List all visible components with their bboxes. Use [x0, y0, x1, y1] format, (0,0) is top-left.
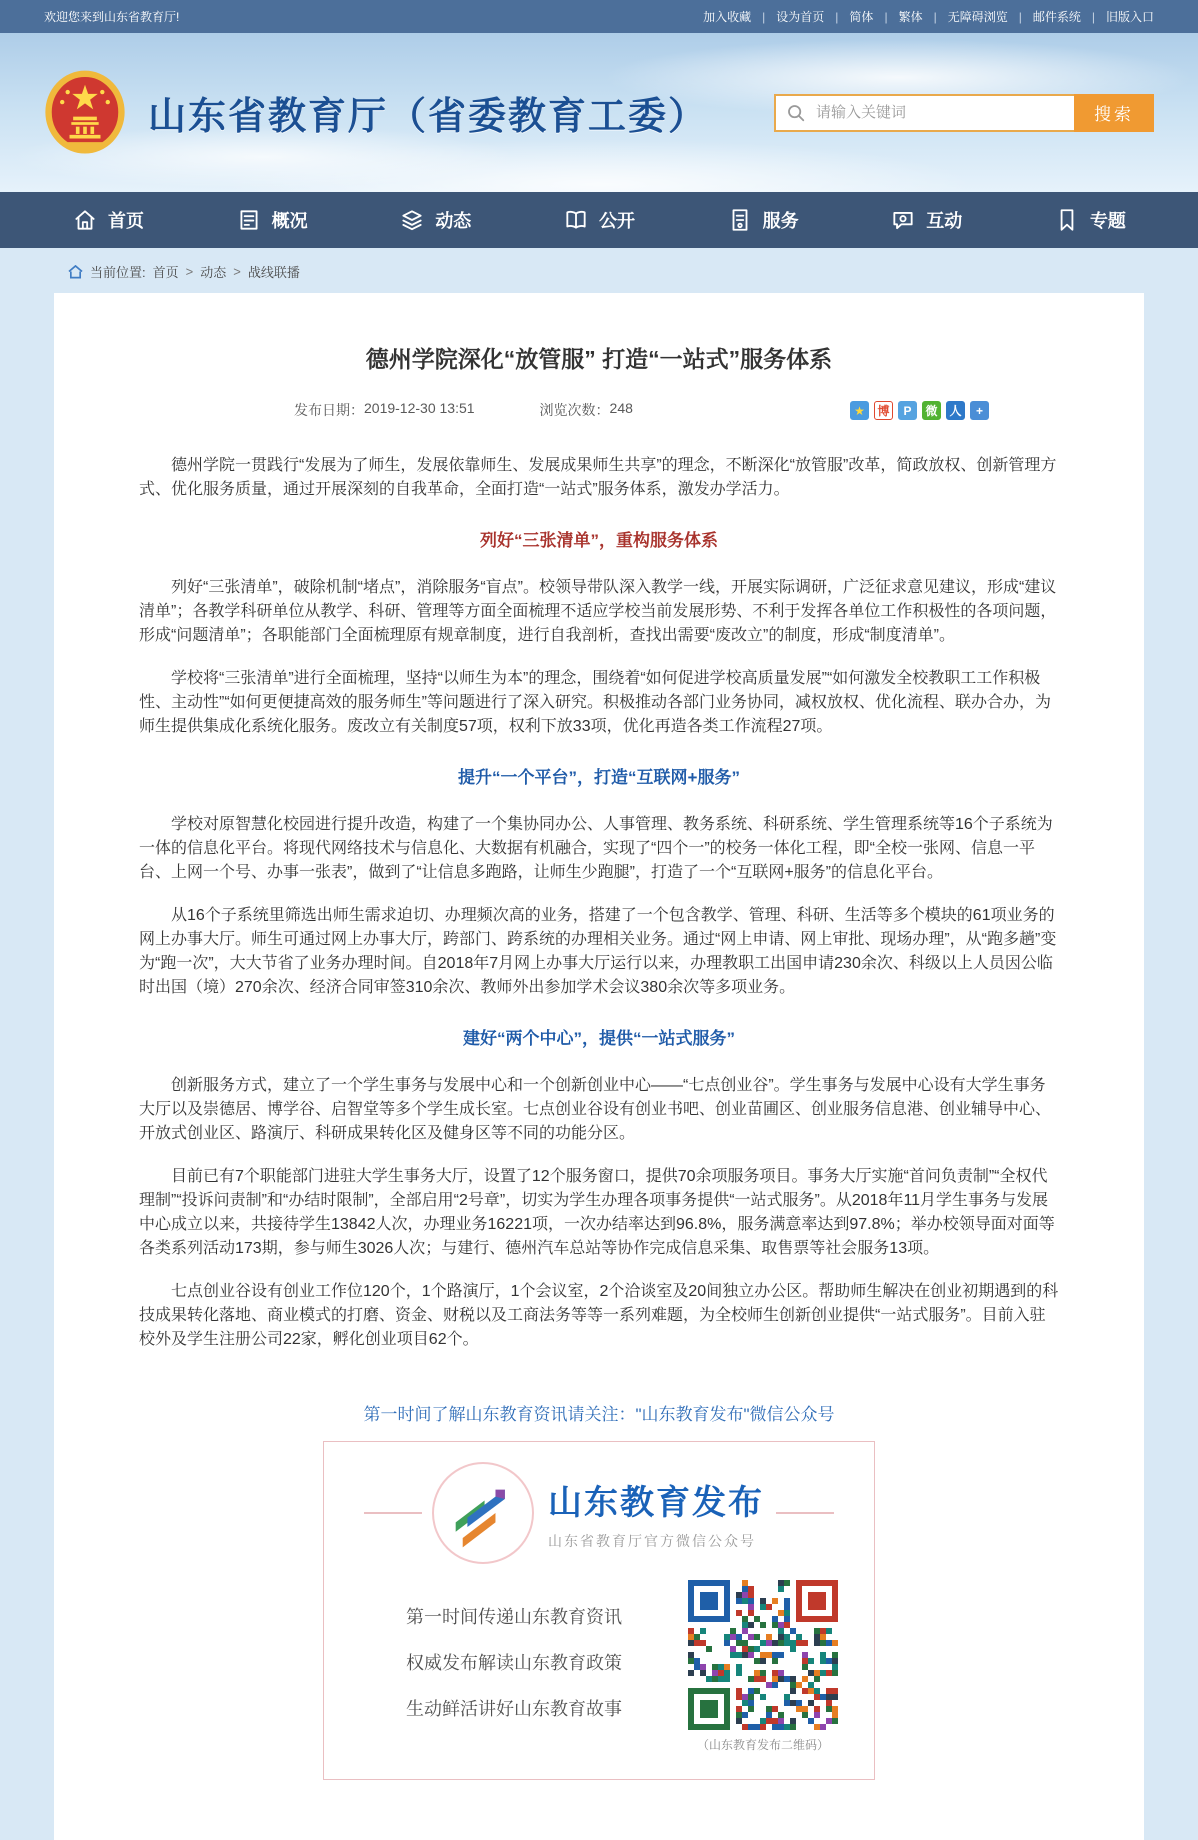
main-nav [0, 192, 1198, 248]
nav-item-label: 互动 [926, 211, 963, 231]
nav-item-open[interactable] [563, 207, 635, 233]
breadcrumb-items [153, 262, 300, 281]
search-input[interactable] [814, 103, 1064, 122]
article-title: 德州学院深化“放管服” 打造“一站式”服务体系 [365, 346, 833, 372]
breadcrumb-separator: > [233, 264, 241, 279]
banner-slogan-line: 生动鲜活讲好山东教育故事 [406, 1699, 622, 1719]
topbar-link-2[interactable]: 简体 | [849, 8, 898, 25]
weibo-icon[interactable]: 博 [874, 401, 893, 420]
article-paragraph: 从16个子系统里筛选出师生需求迫切、办理频次高的业务，搭建了一个包含教学、管理、科研、生活等多个模块的61项业务的网上办事大厅。师生可通过网上办事大厅，跨部门、跨系统的办理相关业务。通过“网上申请、网上审批、现场办理”，从“跑多趟”变为“跑一次”，大大节省了业务办理时间。自2018年7月网上办事大厅运行以来，办理教职工出国申请230余次、科级以上人员因公临时出国（境）270余次、经济合同审签310余次、教师外出参加学术会议380余次等多项业务。 [139, 907, 1057, 996]
nav-item-label: 动态 [435, 211, 472, 231]
nav-item-topic[interactable] [1054, 207, 1126, 233]
section-heading: 列好“三张清单”，重构服务体系 [480, 531, 718, 550]
wechat-banner [323, 1441, 875, 1780]
wechat-icon[interactable]: 微 [922, 401, 941, 420]
breadcrumb-separator: > [185, 264, 194, 279]
nav-item-interact[interactable] [890, 207, 962, 233]
qzone-icon[interactable]: ★ [850, 401, 869, 420]
page-background [0, 248, 1198, 1840]
section-heading: 建好“两个中心”，提供“一站式服务” [463, 1029, 735, 1048]
national-emblem-logo [44, 69, 126, 157]
topbar-link-0[interactable]: 加入收藏 | [703, 8, 776, 25]
banner-slogans [350, 1594, 678, 1732]
nav-item-overview[interactable] [236, 207, 308, 233]
topbar-link-6[interactable]: 旧版入口 [1105, 10, 1154, 24]
qr-area [678, 1580, 848, 1753]
qr-code [688, 1580, 838, 1730]
topbar-links [703, 8, 1154, 25]
article-paragraph: 德州学院一贯践行“发展为了师生，发展依靠师生、发展成果师生共享”的理念，不断深化“放管服”改革，简政放权、创新管理方式、优化服务质量，通过开展深刻的自我革命，全面打造“一站式”服务体系，激发办学活力。 [139, 457, 1057, 498]
welcome-text: 欢迎您来到山东省教育厅! [44, 10, 180, 24]
views-label: 浏览次数： [539, 402, 610, 418]
banner-body [350, 1580, 848, 1753]
topbar-link-5[interactable]: 邮件系统 | [1033, 8, 1106, 25]
section-heading: 提升“一个平台”，打造“互联网+服务” [458, 768, 740, 787]
banner-slogan-line: 权威发布解读山东教育政策 [406, 1653, 622, 1673]
topbar-link-4[interactable]: 无障碍浏览 | [948, 8, 1033, 25]
nav-item-label: 首页 [108, 211, 144, 231]
renren-icon[interactable]: 人 [946, 401, 965, 420]
banner-deco-line-right [776, 1512, 834, 1514]
qr-caption: （山东教育发布二维码） [696, 1738, 829, 1752]
publish-date-value: 2019-12-30 13:51 [364, 400, 475, 416]
nav-item-home[interactable] [72, 207, 144, 233]
service-doc-icon [727, 207, 753, 233]
banner-subtitle: 山东省教育厅官方微信公众号 [548, 1533, 756, 1549]
article-meta [139, 400, 1059, 420]
pengyou-icon[interactable]: P [898, 401, 917, 420]
search-bar [774, 94, 1154, 132]
article-body [139, 454, 1059, 1352]
nav-item-service[interactable] [727, 207, 799, 233]
search-button[interactable]: 搜索 [1074, 94, 1154, 132]
publish-date-label: 发布日期： [294, 402, 364, 418]
article-panel [54, 293, 1144, 1840]
breadcrumb [0, 248, 1198, 293]
views-value: 248 [609, 400, 633, 416]
breadcrumb-item-2[interactable]: 战线联播 [247, 265, 300, 280]
article-paragraph: 创新服务方式，建立了一个学生事务与发展中心和一个创新创业中心——“七点创业谷”。学生事务与发展中心设有大学生事务大厅以及崇德居、博学谷、启智堂等多个学生成长室。七点创业谷设有创业书吧、创业苗圃区、创业服务信息港、创业辅导中心、开放式创业区、路演厅、科研成果转化区及健身区等不同的功能分区。 [139, 1077, 1052, 1142]
article-paragraph: 学校对原智慧化校园进行提升改造，构建了一个集协同办公、人事管理、教务系统、科研系统、学生管理系统等16个子系统为一体的信息化平台。将现代网络技术与信息化、大数据有机融合，实现了“四个一”的校务一体化工程，即“全校一张网、信息一平台、上网一个号、办事一张表”，做到了“让信息多跑路，让师生少跑腿”，打造了一个“互联网+服务”的信息化平台。 [139, 816, 1053, 881]
open-book-icon [563, 207, 589, 233]
banner-header [350, 1462, 848, 1564]
nav-item-label: 专题 [1089, 211, 1126, 231]
article-paragraph: 目前已有7个职能部门进驻大学生事务大厅，设置了12个服务窗口，提供70余项服务项目。事务大厅实施“首问负责制”“全权代理制”“投诉问责制”和“办结时限制”，全部启用“2号章”，切实为学生办理各项事务提供“一站式服务”。从2018年11月学生事务与发展中心成立以来，共接待学生13842人次，办理业务16221项，一次办结率达到96.8%，服务满意率达到97.8%；举办校领导面对面等各类系列活动173期，参与师生3026人次；与建行、德州汽车总站等协作完成信息采集、取售票等社会服务13项。 [139, 1168, 1055, 1257]
news-stack-icon [399, 207, 425, 233]
shandong-edu-release-logo [432, 1462, 534, 1564]
breadcrumb-home-icon [68, 265, 83, 279]
article-paragraph: 学校将“三张清单”进行全面梳理，坚持“以师生为本”的理念，围绕着“如何促进学校高质量发展”“如何激发全校教职工工作积极性、主动性”“如何更便捷高效的服务师生”等问题进行了深入研究。积极推动各部门业务协同，减权放权、优化流程、联办合办，为师生提供集成化系统化服务。废改立有关制度57项，权利下放33项，优化再造各类工作流程27项。 [139, 670, 1051, 735]
article-paragraph: 列好“三张清单”，破除机制“堵点”，消除服务“盲点”。校领导带队深入教学一线，开展实际调研，广泛征求意见建议，形成“建议清单”；各教学科研单位从教学、科研、管理等方面全面梳理不适应学校当前发展形势、不利于发挥各单位工作积极性的各项问题，形成“问题清单”；各职能部门全面梳理原有规章制度，进行自我剖析，查找出需要“废改立”的制度，形成“制度清单”。 [139, 579, 1057, 644]
search-icon [786, 103, 806, 123]
nav-item-label: 公开 [598, 211, 635, 231]
nav-item-label: 服务 [762, 211, 799, 231]
site-title: 山东省教育厅（省委教育工委） [148, 96, 709, 138]
topbar [0, 0, 1198, 33]
nav-item-label: 概况 [271, 211, 308, 231]
overview-icon [236, 207, 262, 233]
search-field [774, 94, 1074, 132]
wechat-follow-note: 第一时间了解山东教育资讯请关注："山东教育发布"微信公众号 [363, 1405, 835, 1424]
chat-bubble-icon [890, 207, 916, 233]
site-header [0, 33, 1198, 192]
banner-slogan-line: 第一时间传递山东教育资讯 [406, 1607, 622, 1627]
home-icon [72, 207, 98, 233]
article-paragraph: 七点创业谷设有创业工作位120个，1个路演厅，1个会议室，2个洽谈室及20间独立办公区。帮助师生解决在创业初期遇到的科技成果转化落地、商业模式的打磨、资金、财税以及工商法务等等一系列难题，为全校师生创新创业提供“一站式服务”。目前入驻校外及学生注册公司22家，孵化创业项目62个。 [139, 1283, 1059, 1348]
banner-deco-line-left [364, 1512, 422, 1514]
breadcrumb-item-0[interactable]: 首页 [152, 265, 179, 280]
topic-flag-icon [1054, 207, 1080, 233]
banner-title: 山东教育发布 [548, 1484, 764, 1522]
share-toolbar [850, 401, 989, 420]
breadcrumb-item-1[interactable]: 动态 [200, 265, 227, 280]
share-more-icon[interactable]: + [970, 401, 989, 420]
topbar-link-3[interactable]: 繁体 | [899, 8, 948, 25]
topbar-link-1[interactable]: 设为首页 | [776, 8, 849, 25]
nav-item-news[interactable] [399, 207, 471, 233]
breadcrumb-prefix: 当前位置: [90, 265, 146, 280]
